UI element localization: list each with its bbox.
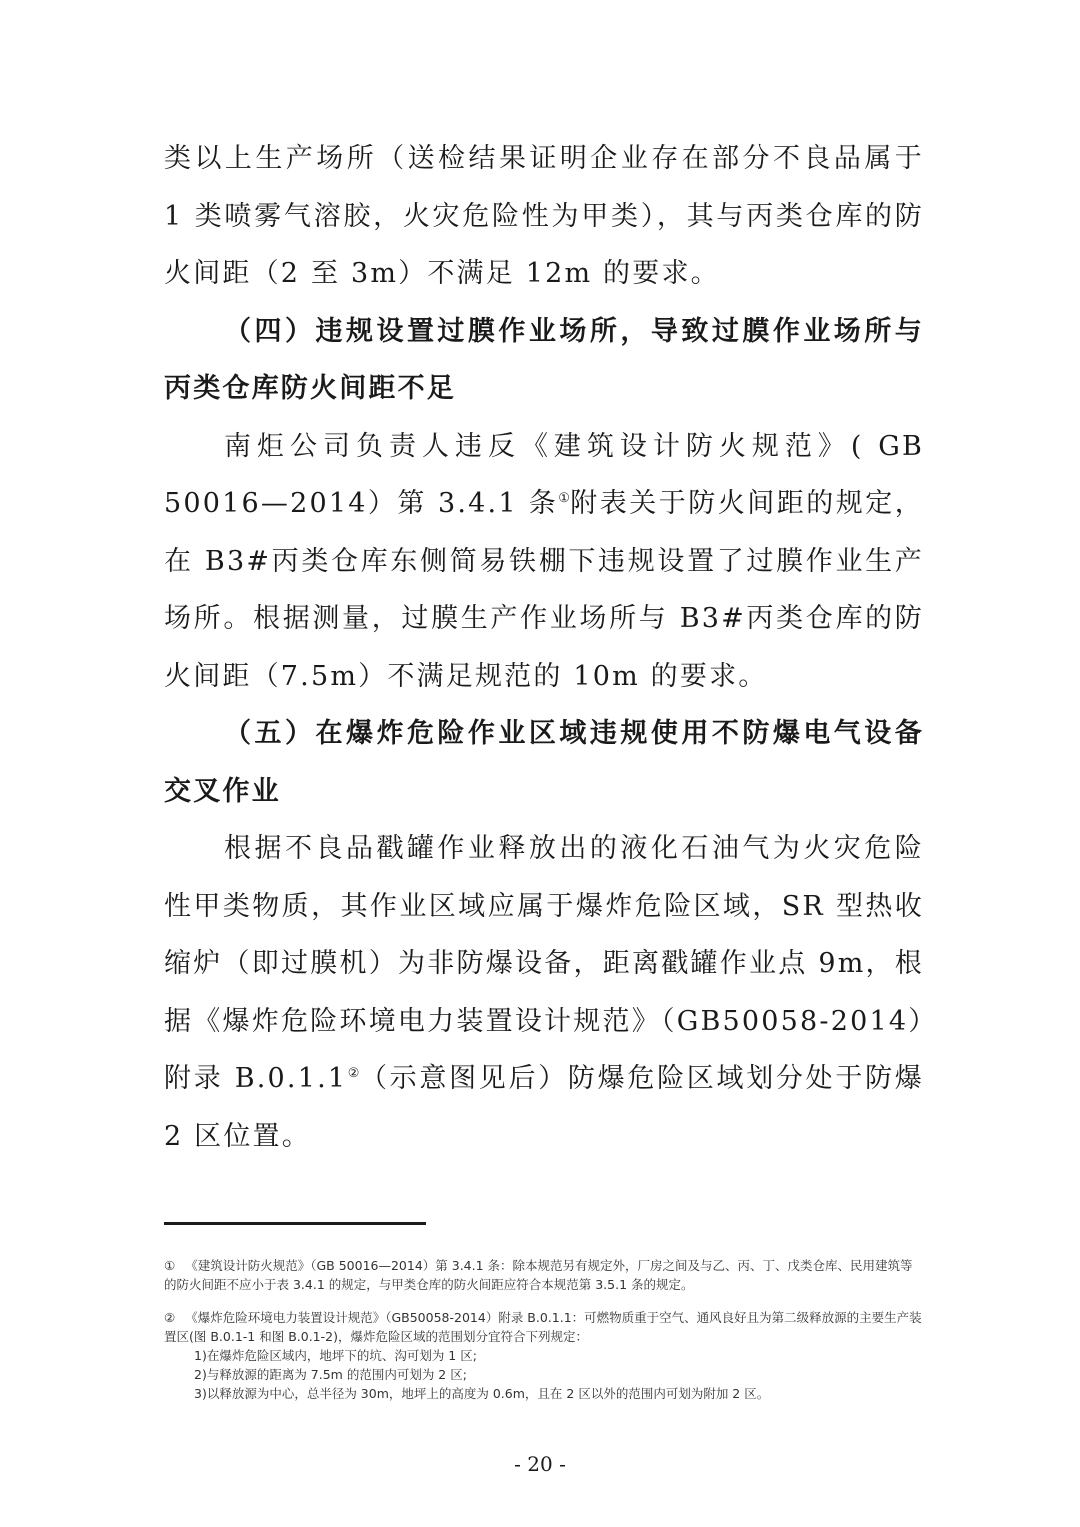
footnote-list-item: 2)与释放源的距离为 7.5m 的范围内可划为 2 区; <box>194 1367 467 1382</box>
paragraph-explosion-area <box>164 820 924 1165</box>
footnote-2-list <box>164 1346 924 1403</box>
footnote-1 <box>164 1256 924 1294</box>
body-text <box>164 130 924 1165</box>
paragraph-text: （示意图见后）防爆危险区域划分处于防爆 2 区位置。 <box>164 1063 924 1152</box>
footnote-number: ① <box>164 1258 176 1273</box>
footnote-ref-1[interactable]: ① <box>558 491 571 506</box>
footnote-number: ② <box>164 1310 176 1325</box>
paragraph-text: 根据不良品戳罐作业释放出的液化石油气为火灾危险性甲类物质，其作业区域应属于爆炸危险区域，SR 型热收缩炉（即过膜机）为非防爆设备，距离戳罐作业点 9m，根据《爆炸危险环境电力装置设计规范》（GB50058-2014）附录 B.0.1.1 <box>164 833 924 1094</box>
section-heading-4: （四）违规设置过膜作业场所，导致过膜作业场所与丙类仓库防火间距不足 <box>164 315 924 404</box>
page-number: - 20 - <box>514 1452 566 1476</box>
footnote-text: 《爆炸危险环境电力装置设计规范》（GB50058-2014）附录 B.0.1.1：可燃物质重于空气、通风良好且为第二级释放源的主要生产装置区(图 B.0.1-1 和图 B.0.1-2)，爆炸危险区域的范围划分宜符合下列规定： <box>164 1310 922 1344</box>
footnotes <box>164 1256 924 1417</box>
footnote-list-item: 1)在爆炸危险区域内，地坪下的坑、沟可划为 1 区; <box>194 1348 477 1363</box>
paragraph-nanju-violation <box>164 418 924 706</box>
footnote-ref-2[interactable]: ② <box>347 1066 360 1081</box>
footnote-2-intro <box>164 1308 924 1346</box>
footnote-list-item: 3)以释放源为中心，总半径为 30m，地坪上的高度为 0.6m，且在 2 区以外的范围内可划为附加 2 区。 <box>194 1386 770 1401</box>
footnote-divider <box>164 1222 426 1225</box>
section-heading-5: （五）在爆炸危险作业区域违规使用不防爆电气设备交叉作业 <box>164 718 924 807</box>
paragraph-continuation: 类以上生产场所（送检结果证明企业存在部分不良品属于 1 类喷雾气溶胶，火灾危险性为甲类），其与丙类仓库的防火间距（2 至 3m）不满足 12m 的要求。 <box>164 143 924 289</box>
paragraph-text: 南炬公司负责人违反《建筑设计防火规范》( GB 50016—2014）第 3.4.1 条 <box>164 430 924 519</box>
footnote-2 <box>164 1308 924 1403</box>
paragraph-text: 附表关于防火间距的规定，在 B3#丙类仓库东侧简易铁棚下违规设置了过膜作业生产场所。根据测量，过膜生产作业场所与 B3#丙类仓库的防火间距（7.5m）不满足规范的 10m 的要求。 <box>164 488 925 692</box>
footnote-text: 《建筑设计防火规范》（GB 50016—2014）第 3.4.1 条：除本规范另有规定外，厂房之间及与乙、丙、丁、戊类仓库、民用建筑等的防火间距不应小于表 3.4.1 的规定，与甲类仓库的防火间距应符合本规范第 3.5.1 条的规定。 <box>164 1258 913 1292</box>
